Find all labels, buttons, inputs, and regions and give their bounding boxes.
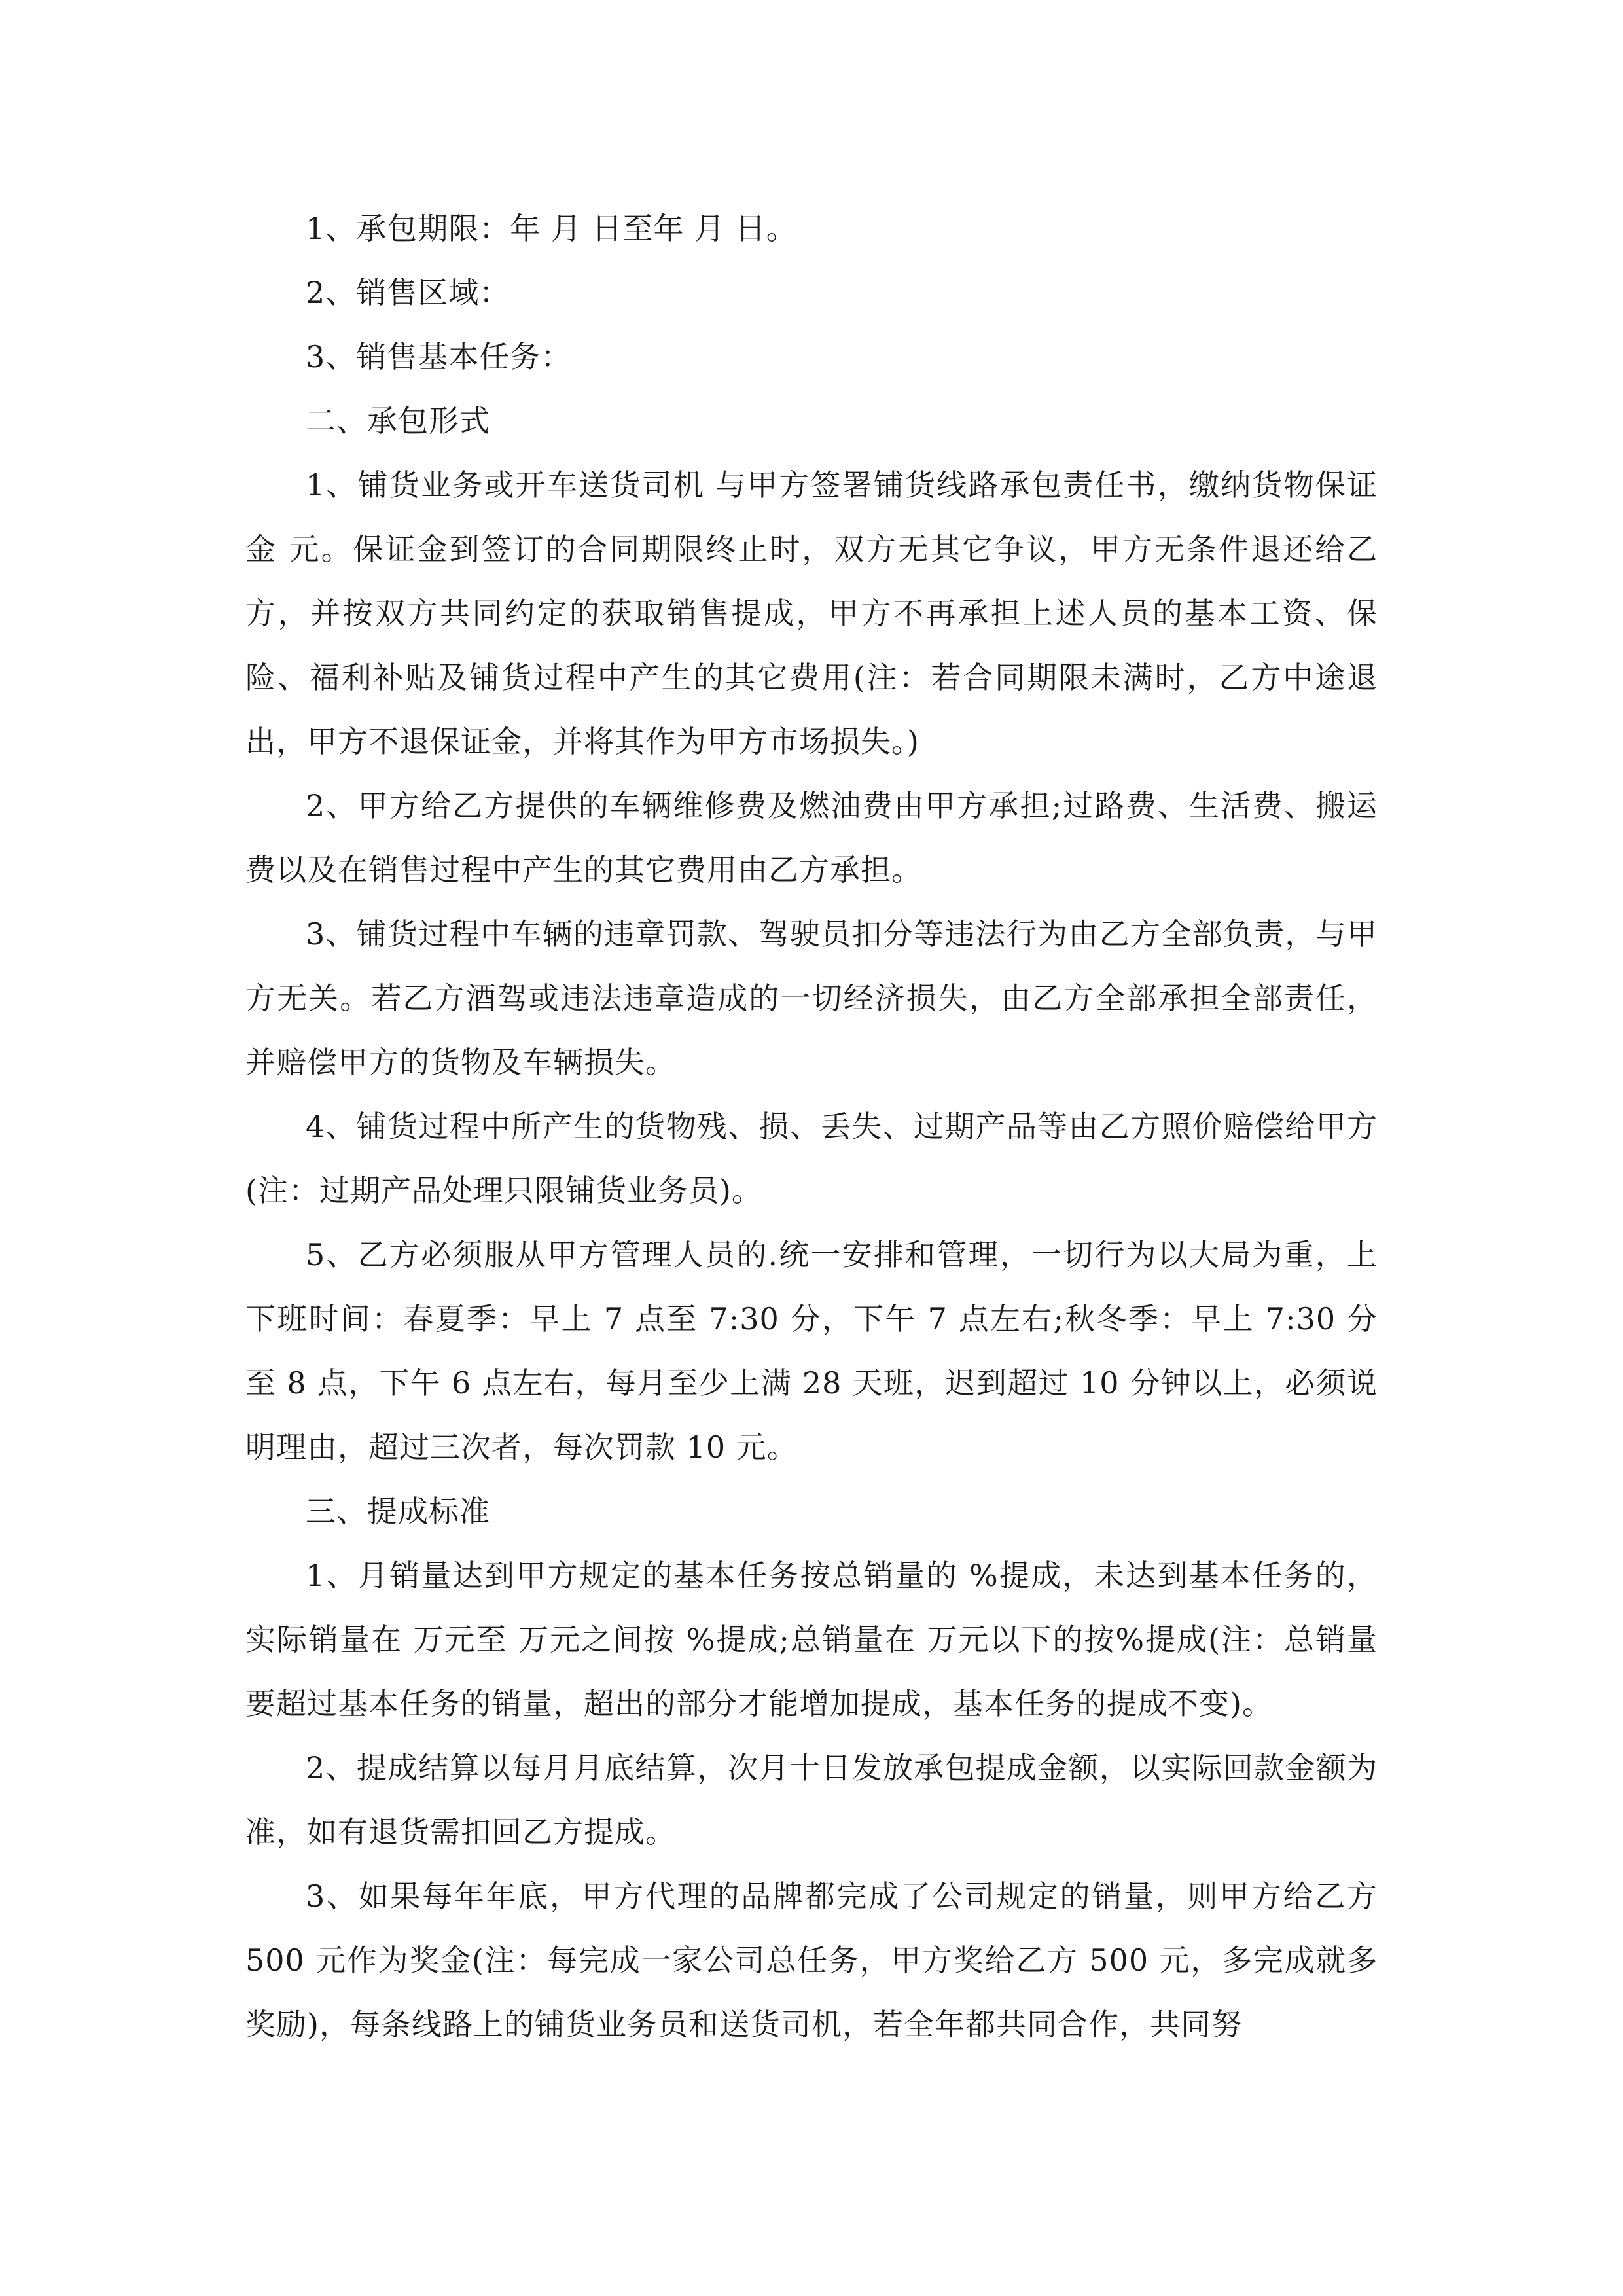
clause-annual-bonus: 3、如果每年年底，甲方代理的品牌都完成了公司规定的销量，则甲方给乙方 500 元作为奖金(注：每完成一家公司总任务，甲方奖给乙方 500 元，多完成就多奖励)，每条线路上的铺货业务员和送货司机，若全年都共同合作，共同努: [245, 1878, 1378, 2042]
clause-vehicle-costs: 2、甲方给乙方提供的车辆维修费及燃油费由甲方承担;过路费、生活费、搬运费以及在销售过程中产生的其它费用由乙方承担。: [245, 788, 1378, 888]
sales-region: 2、销售区域：: [306, 275, 510, 310]
sales-basic-task: 3、销售基本任务：: [306, 339, 572, 374]
clause-traffic-violations: 3、铺货过程中车辆的违章罚款、驾驶员扣分等违法行为由乙方全部负责，与甲方无关。若乙方酒驾或违法违章造成的一切经济损失，由乙方全部承担全部责任，并赔偿甲方的货物及车辆损失。: [245, 916, 1378, 1080]
section-heading-contract-form: 二、承包形式: [306, 403, 490, 439]
clause-work-schedule: 5、乙方必须服从甲方管理人员的.统一安排和管理，一切行为以大局为重，上下班时间：春夏季：早上 7 点至 7:30 分，下午 7 点左右;秋冬季：早上 7:30 分至 8 点，下午 6 点左右，每月至少上满 28 天班，迟到超过 10 分钟以上，必须说明理由，超过三次者，每次罚款 10 元。: [245, 1237, 1378, 1465]
term-period: 1、承包期限：年 月 日至年 月 日。: [306, 211, 797, 246]
clause-commission-rate: 1、月销量达到甲方规定的基本任务按总销量的 %提成，未达到基本任务的，实际销量在 万元至 万元之间按 %提成;总销量在 万元以下的按%提成(注：总销量要超过基本任务的销量，超出的部分才能增加提成，基本任务的提成不变)。: [245, 1558, 1378, 1721]
document-body: [245, 196, 1378, 2056]
clause-deposit: 1、铺货业务或开车送货司机 与甲方签署铺货线路承包责任书，缴纳货物保证金 元。保证金到签订的合同期限终止时，双方无其它争议，甲方无条件退还给乙方，并按双方共同约定的获取销售提成，甲方不再承担上述人员的基本工资、保险、福利补贴及铺货过程中产生的其它费用(注：若合同期限未满时，乙方中途退出，甲方不退保证金，并将其作为甲方市场损失。): [245, 467, 1378, 759]
section-heading-commission-standard: 三、提成标准: [306, 1494, 490, 1529]
clause-settlement: 2、提成结算以每月月底结算，次月十日发放承包提成金额，以实际回款金额为准，如有退货需扣回乙方提成。: [245, 1750, 1378, 1850]
clause-goods-loss: 4、铺货过程中所产生的货物残、损、丢失、过期产品等由乙方照价赔偿给甲方(注：过期产品处理只限铺货业务员)。: [245, 1109, 1378, 1208]
